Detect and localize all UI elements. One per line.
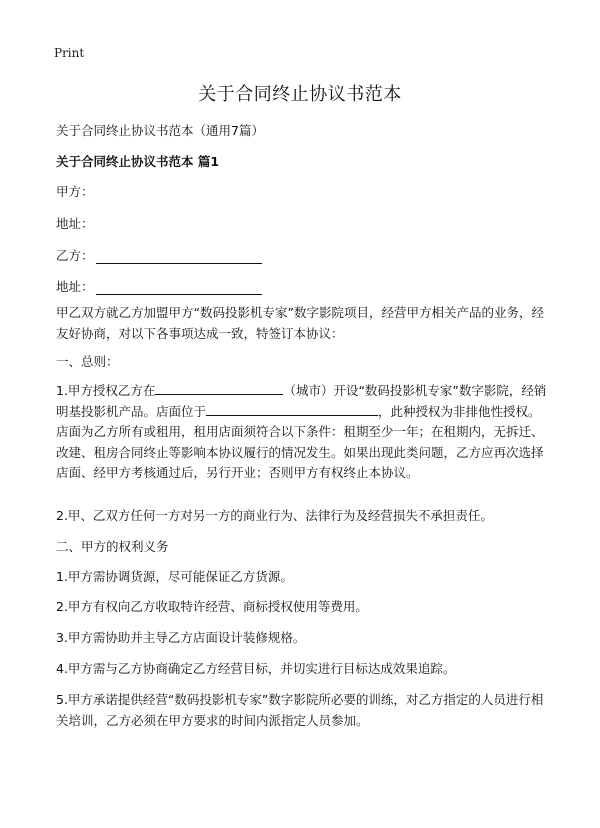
address-2-label: 地址： <box>56 279 94 294</box>
rights-item-1: 1.甲方需协调货源，尽可能保证乙方货源。 <box>56 569 293 584</box>
clause-1 <box>56 381 548 484</box>
clause-2: 2.甲、乙双方任何一方对另一方的商业行为、法律行为及经营损失不承担责任。 <box>56 508 493 523</box>
clause-1-part-b: （城市）开设“数码投影机专家”数字影院，经销明基投影机产品。店面位于 <box>56 383 547 419</box>
address-2-field <box>56 277 262 295</box>
section-rights-heading: 二、甲方的权利义务 <box>56 539 169 554</box>
address-1-label: 地址： <box>56 216 94 231</box>
clause-1-part-a: 1.甲方授权乙方在 <box>56 383 156 398</box>
intro-paragraph: 甲乙双方就乙方加盟甲方“数码投影机专家”数字影院项目，经营甲方相关产品的业务，经友好协商，对以下各事项达成一致，特签订本协议： <box>56 305 544 341</box>
rights-item-3: 3.甲方需协助并主导乙方店面设计装修规格。 <box>56 630 306 645</box>
rights-item-4: 4.甲方需与乙方协商确定乙方经营目标，并切实进行目标达成效果追踪。 <box>56 661 456 676</box>
party-b-blank <box>96 249 262 264</box>
article-heading: 关于合同终止协议书范本 篇1 <box>56 154 220 169</box>
party-b-field <box>56 246 262 264</box>
city-blank <box>155 381 283 395</box>
address-1-field <box>56 214 94 232</box>
address-2-blank <box>96 280 262 295</box>
document-subtitle: 关于合同终止协议书范本（通用7篇） <box>56 123 264 138</box>
rights-item-2: 2.甲方有权向乙方收取特许经营、商标授权使用等费用。 <box>56 599 368 614</box>
store-location-blank <box>206 402 378 416</box>
section-general-heading: 一、总则： <box>56 354 119 369</box>
party-b-label: 乙方： <box>56 248 94 263</box>
party-a-field <box>56 182 94 200</box>
party-a-label: 甲方： <box>56 184 94 199</box>
clause-1-part-c: ，此种授权为非排他性授权。店面为乙方所有或租用，租用店面须符合以下条件：租期至少一年；在租期内，无拆迁、改建、租房合同终止等影响本协议履行的情况发生。如果出现此类问题，乙方应再次选择店面、经甲方考核通过后，另行开业；否则甲方有权终止本协议。 <box>56 403 544 480</box>
document-title: 关于合同终止协议书范本 <box>198 84 402 105</box>
print-link[interactable]: Print <box>54 46 85 60</box>
rights-item-5: 5.甲方承诺提供经营“数码投影机专家”数字影院所必要的训练，对乙方指定的人员进行相关培训，乙方必须在甲方要求的时间内派指定人员参加。 <box>56 692 544 728</box>
